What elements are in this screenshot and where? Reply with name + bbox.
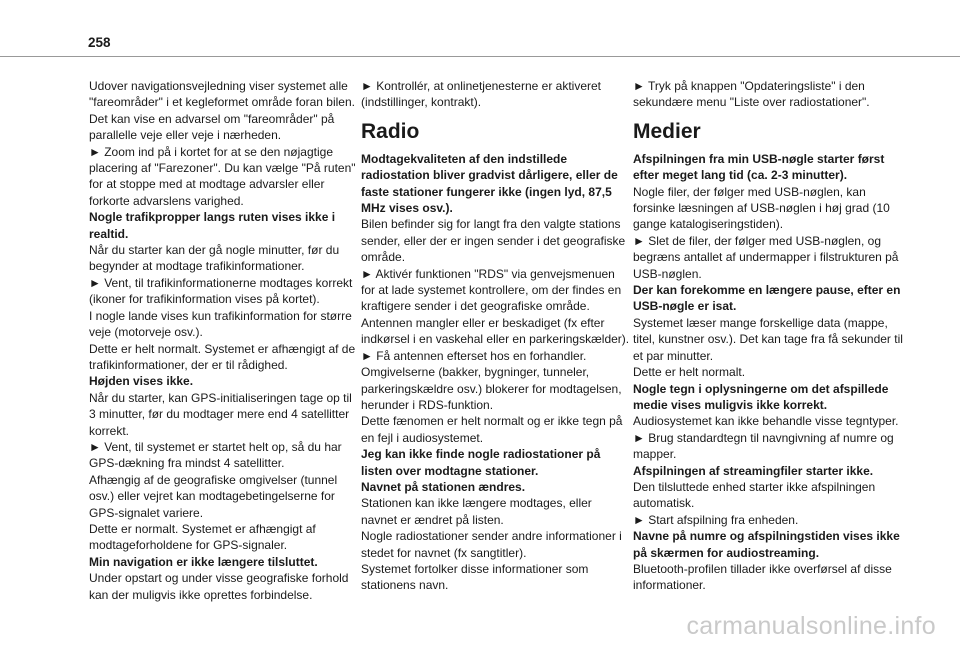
column-2 [361, 78, 631, 594]
body-paragraph: ► Brug standardtegn til navngivning af numre og mapper. [633, 430, 894, 462]
column-3 [633, 78, 903, 594]
issue-heading: Afspilningen fra min USB-nøgle starter først efter meget lang tid (ca. 2-3 minutter). [633, 151, 885, 183]
body-paragraph: Når du starter kan der gå nogle minutter, før du begynder at modtage trafikinformationer. [89, 243, 340, 274]
column-1 [89, 78, 359, 603]
body-paragraph: ► Slet de filer, der følger med USB-nøglen, og begræns antallet af undermapper i filstrukturen på USB-nøglen. [633, 233, 899, 281]
body-paragraph: Dette fænomen er helt normalt og er ikke tegn på en fejl i audiosystemet. [361, 414, 623, 445]
body-paragraph: ► Aktivér funktionen "RDS" via genvejsmenuen for at lade systemet kontrollere, om der findes en kraftigere sender i det geografiske område. [361, 266, 622, 314]
issue-heading: Modtagekvaliteten af den indstillede radiostation bliver gradvist dårligere, eller de faste stationer fungerer ikke (ingen lyd, 87,5 MHz vises osv.). [361, 151, 618, 216]
body-paragraph: ► Vent, til systemet er startet helt op, så du har GPS-dækning fra mindst 4 satellitter. [89, 439, 342, 471]
body-paragraph: I nogle lande vises kun trafikinformation for større veje (motorveje osv.). [89, 308, 352, 340]
body-paragraph: ► Kontrollér, at onlinetjenesterne er aktiveret (indstillinger, kontrakt). [361, 79, 602, 110]
body-paragraph: ► Start afspilning fra enheden. [633, 512, 799, 527]
body-paragraph: Bilen befinder sig for langt fra den valgte stations sender, eller der er ingen sender i det geografiske område. [361, 217, 626, 265]
body-paragraph: Dette er normalt. Systemet er afhængigt af modtageforholdene for GPS-signaler. [89, 521, 316, 553]
header-rule [0, 56, 960, 57]
watermark: carmanualsonline.info [686, 612, 936, 640]
body-paragraph: Afhængig af de geografiske omgivelser (tunnel osv.) eller vejret kan modtagebetingelserne for GPS-signalet variere. [89, 472, 338, 520]
section-heading: Radio [361, 119, 420, 143]
issue-heading: Nogle trafikpropper langs ruten vises ikke i realtid. [89, 210, 336, 241]
body-paragraph: Systemet fortolker disse informationer som stationens navn. [361, 561, 589, 593]
issue-heading: Der kan forekomme en længere pause, efter en USB-nøgle er isat. [633, 283, 901, 314]
body-paragraph: Omgivelserne (bakker, bygninger, tunneler, parkeringskældre osv.) blokerer for modtagelsen, herunder i RDS-funktion. [361, 365, 622, 412]
body-paragraph: ► Tryk på knappen "Opdateringsliste" i den sekundære menu "Liste over radiostationer". [633, 79, 870, 110]
body-paragraph: Dette er helt normalt. [633, 365, 746, 380]
body-paragraph: Stationen kan ikke længere modtages, eller navnet er ændret på listen. [361, 496, 592, 527]
body-paragraph: Dette er helt normalt. Systemet er afhængigt af de trafikinformationer, der er til rådighed. [89, 341, 356, 372]
issue-heading: Navnet på stationen ændres. [361, 479, 526, 494]
body-paragraph: Bluetooth-profilen tillader ikke overførsel af disse informationer. [633, 561, 892, 593]
issue-heading: Afspilningen af streamingfiler starter ikke. [633, 463, 874, 478]
body-paragraph: Den tilsluttede enhed starter ikke afspilningen automatisk. [633, 479, 876, 511]
body-paragraph: ► Zoom ind på i kortet for at se den nøjagtige placering af "Farezoner". Du kan vælge "På ruten" for at stoppe med at modtage advarsler eller forkorte advarslens varighed. [89, 144, 356, 208]
body-paragraph: ► Få antennen efterset hos en forhandler. [361, 348, 587, 363]
issue-heading: Højden vises ikke. [89, 374, 194, 389]
body-paragraph: Nogle filer, der følger med USB-nøglen, kan forsinke læsningen af USB-nøglen i høj grad (10 gange katalogiseringstiden). [633, 184, 890, 232]
body-paragraph: Under opstart og under visse geografiske forhold kan der muligvis ikke oprettes forbindelse. [89, 571, 349, 602]
issue-heading: Jeg kan ikke finde nogle radiostationer på listen over modtagne stationer. [361, 447, 601, 478]
section-heading: Medier [633, 119, 701, 143]
body-paragraph: Systemet læser mange forskellige data (mappe, titel, kunstner osv.). Det kan tage fra få sekunder til et par minutter. [633, 315, 903, 363]
issue-heading: Nogle tegn i oplysningerne om det afspillede medie vises muligvis ikke korrekt. [633, 381, 889, 412]
body-paragraph: Nogle radiostationer sender andre informationer i stedet for navnet (fx sangtitler). [361, 529, 622, 560]
body-paragraph: Audiosystemet kan ikke behandle visse tegntyper. [633, 414, 899, 429]
issue-heading: Min navigation er ikke længere tilsluttet. [89, 554, 318, 569]
body-paragraph: Udover navigationsvejledning viser systemet alle "fareområder" i et kegleformet område foran bilen. Det kan vise en advarsel om "fareområder" på parallelle veje eller veje i nærheden. [89, 79, 355, 143]
body-paragraph: Når du starter, kan GPS-initialiseringen tage op til 3 minutter, før du modtager mere end 4 satellitter korrekt. [89, 390, 352, 438]
issue-heading: Navne på numre og afspilningstiden vises ikke på skærmen for audiostreaming. [633, 529, 900, 560]
page-number: 258 [88, 35, 111, 50]
body-paragraph: ► Vent, til trafikinformationerne modtages korrekt (ikoner for trafikinformation vises på kortet). [89, 275, 353, 307]
body-paragraph: Antennen mangler eller er beskadiget (fx efter indkørsel i en vaskehal eller en parkeringskælder). [361, 315, 630, 347]
